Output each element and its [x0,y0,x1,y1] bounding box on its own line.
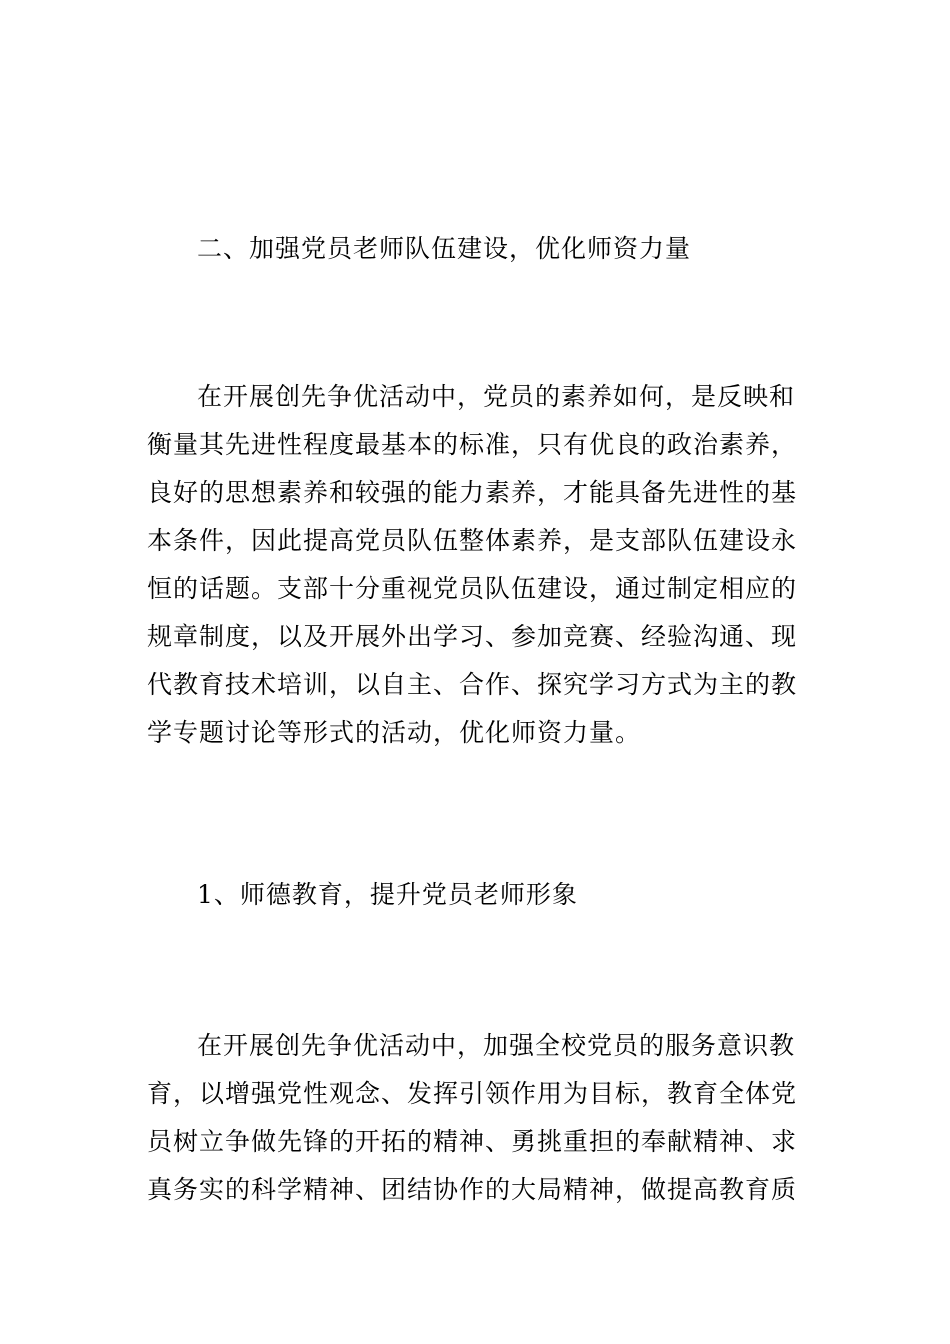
paragraph-line: 本条件，因此提高党员队伍整体素养，是支部队伍建设永 [147,526,798,555]
paragraph-line: 恒的话题。支部十分重视党员队伍建设，通过制定相应的 [147,574,798,603]
paragraph-line: 良好的思想素养和较强的能力素养，才能具备先进性的基 [147,478,798,507]
paragraph-line: 在开展创先争优活动中，党员的素养如何，是反映和 [197,382,796,411]
section-heading: 二、加强党员老师队伍建设，优化师资力量 [197,234,692,263]
paragraph-line: 规章制度，以及开展外出学习、参加竞赛、经验沟通、现 [147,622,798,651]
paragraph-line: 代教育技术培训，以自主、合作、探究学习方式为主的教 [147,670,798,699]
paragraph-line: 学专题讨论等形式的活动，优化师资力量。 [147,718,642,747]
paragraph-line: 衡量其先进性程度最基本的标准，只有优良的政治素养， [147,430,798,459]
paragraph-line: 育，以增强党性观念、发挥引领作用为目标，教育全体党 [147,1079,798,1108]
body-paragraph-1 [147,373,807,757]
paragraph-line: 员树立争做先锋的开拓的精神、勇挑重担的奉献精神、求 [147,1127,798,1156]
paragraph-line: 真务实的科学精神、团结协作的大局精神，做提高教育质 [147,1175,798,1204]
paragraph-line: 在开展创先争优活动中，加强全校党员的服务意识教 [197,1031,796,1060]
body-paragraph-2 [147,1022,807,1214]
subsection-heading: 1、师德教育，提升党员老师形象 [197,880,578,909]
